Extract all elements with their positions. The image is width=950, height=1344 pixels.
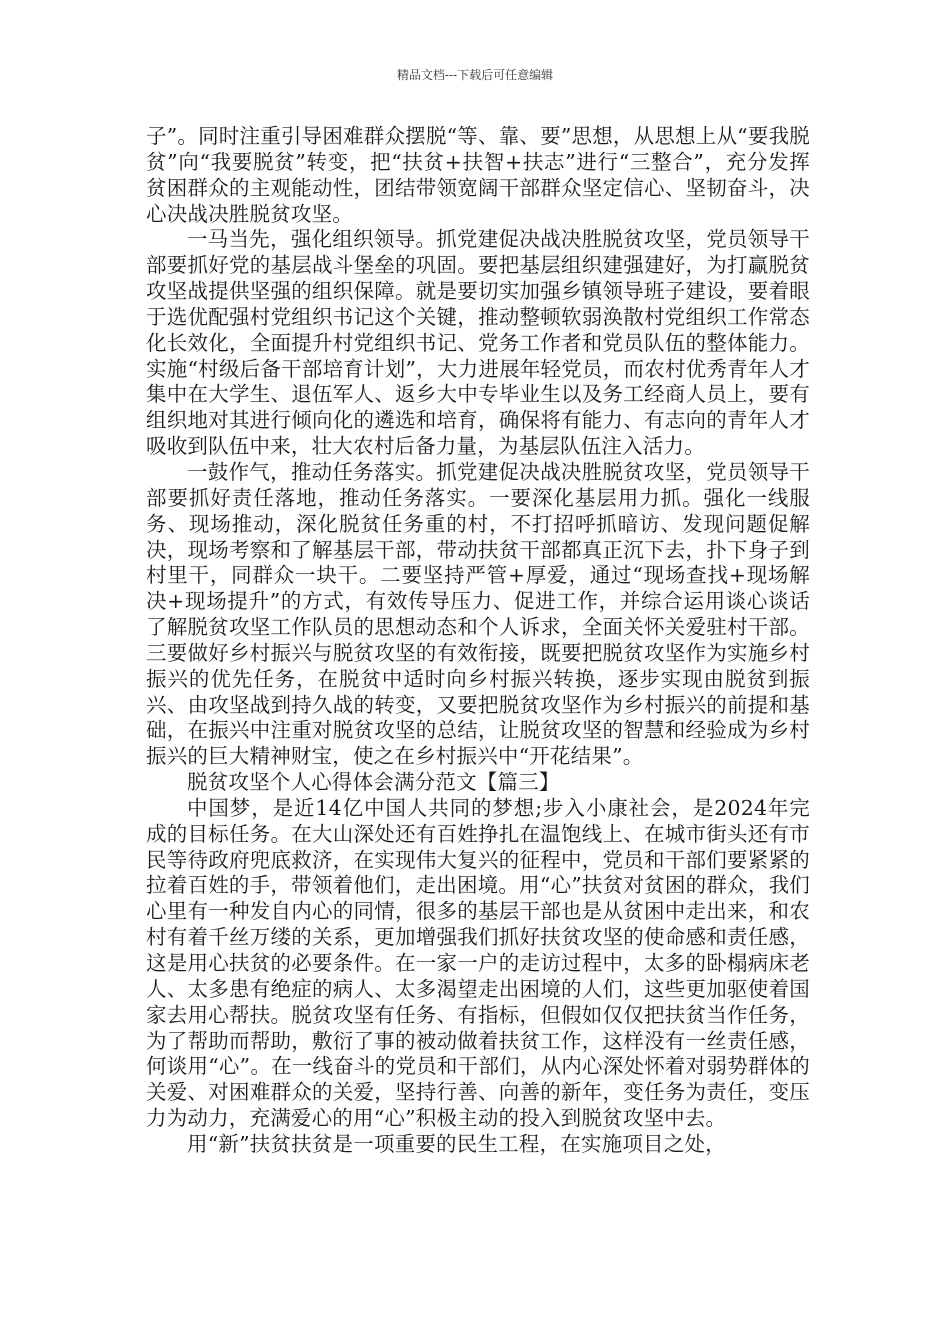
paragraph-continued: 子”。同时注重引导困难群众摆脱“等、靠、要”思想，从思想上从“要我脱贫”向“我要脱贫”转变，把“扶贫+扶智+扶志”进行“三整合”，充分发挥贫困群众的主观能动性，团结带领宽阔干部群众坚定信心、坚韧奋斗，决心决战决胜脱贫攻坚。 <box>146 124 810 226</box>
paragraph-organization: 一马当先，强化组织领导。抓党建促决战决胜脱贫攻坚，党员领导干部要抓好党的基层战斗堡垒的巩固。要把基层组织建强建好，为打赢脱贫攻坚战提供坚强的组织保障。就是要切实加强乡镇领导班子建设，要着眼于选优配强村党组织书记这个关键，推动整顿软弱涣散村党组织工作常态化长效化，全面提升村党组织书记、党务工作者和党员队伍的整体能力。实施“村级后备干部培育计划”，大力进展年轻党员，而农村优秀青年人才集中在大学生、退伍军人、返乡大中专毕业生以及务工经商人员上，要有组织地对其进行倾向化的遴选和培育，确保将有能力、有志向的青年人才吸收到队伍中来，壮大农村后备力量，为基层队伍注入活力。 <box>146 227 810 459</box>
page-header: 精品文档---下载后可任意编辑 <box>396 68 554 82</box>
paragraph-tasks: 一鼓作气，推动任务落实。抓党建促决战决胜脱贫攻坚，党员领导干部要抓好责任落地，推动任务落实。一要深化基层用力抓。强化一线服务、现场推动，深化脱贫任务重的村，不打招呼抓暗访、发现问题促解决，现场考察和了解基层干部，带动扶贫干部都真正沉下去，扑下身子到村里干，同群众一块干。二要坚持严管+厚爱，通过“现场查找+现场解决+现场提升”的方式，有效传导压力、促进工作，并综合运用谈心谈话了解脱贫攻坚工作队员的思想动态和个人诉求，全面关怀关爱驻村干部。三要做好乡村振兴与脱贫攻坚的有效衔接，既要把脱贫攻坚作为实施乡村振兴的优先任务，在脱贫中适时向乡村振兴转换，逐步实现由脱贫到振兴、由攻坚战到持久战的转变，又要把脱贫攻坚作为乡村振兴的前提和基础，在振兴中注重对脱贫攻坚的总结，让脱贫攻坚的智慧和经验成为乡村振兴的巨大精神财宝，使之在乡村振兴中“开花结果”。 <box>146 459 810 769</box>
document-body <box>146 124 810 1158</box>
section-heading: 脱贫攻坚个人心得体会满分范文【篇三】 <box>187 770 560 795</box>
paragraph-innovation: 用“新”扶贫扶贫是一项重要的民生工程，在实施项目之处， <box>187 1131 726 1156</box>
paragraph-chinese-dream: 中国梦，是近14亿中国人共同的梦想;步入小康社会，是2024年完成的目标任务。在大山深处还有百姓挣扎在温饱线上、在城市街头还有市民等待政府兜底救济，在实现伟大复兴的征程中，党员和干部们要紧紧的拉着百姓的手，带领着他们，走出困境。用“心”扶贫对贫困的群众，我们心里有一种发自内心的同情，很多的基层干部也是从贫困中走出来，和农村有着千丝万缕的关系，更加增强我们抓好扶贫攻坚的使命感和责任感，这是用心扶贫的必要条件。在一家一户的走访过程中，太多的卧榻病床老人、太多患有绝症的病人、太多渴望走出困境的人们，这些更加驱使着国家去用心帮扶。脱贫攻坚有任务、有指标，但假如仅仅把扶贫当作任务，为了帮助而帮助，敷衍了事的被动做着扶贫工作，这样没有一丝责任感，何谈用“心”。在一线奋斗的党员和干部们，从内心深处怀着对弱势群体的关爱、对困难群众的关爱，坚持行善、向善的新年，变任务为责任，变压力为动力，充满爱心的用“心”积极主动的投入到脱贫攻坚中去。 <box>146 795 810 1131</box>
